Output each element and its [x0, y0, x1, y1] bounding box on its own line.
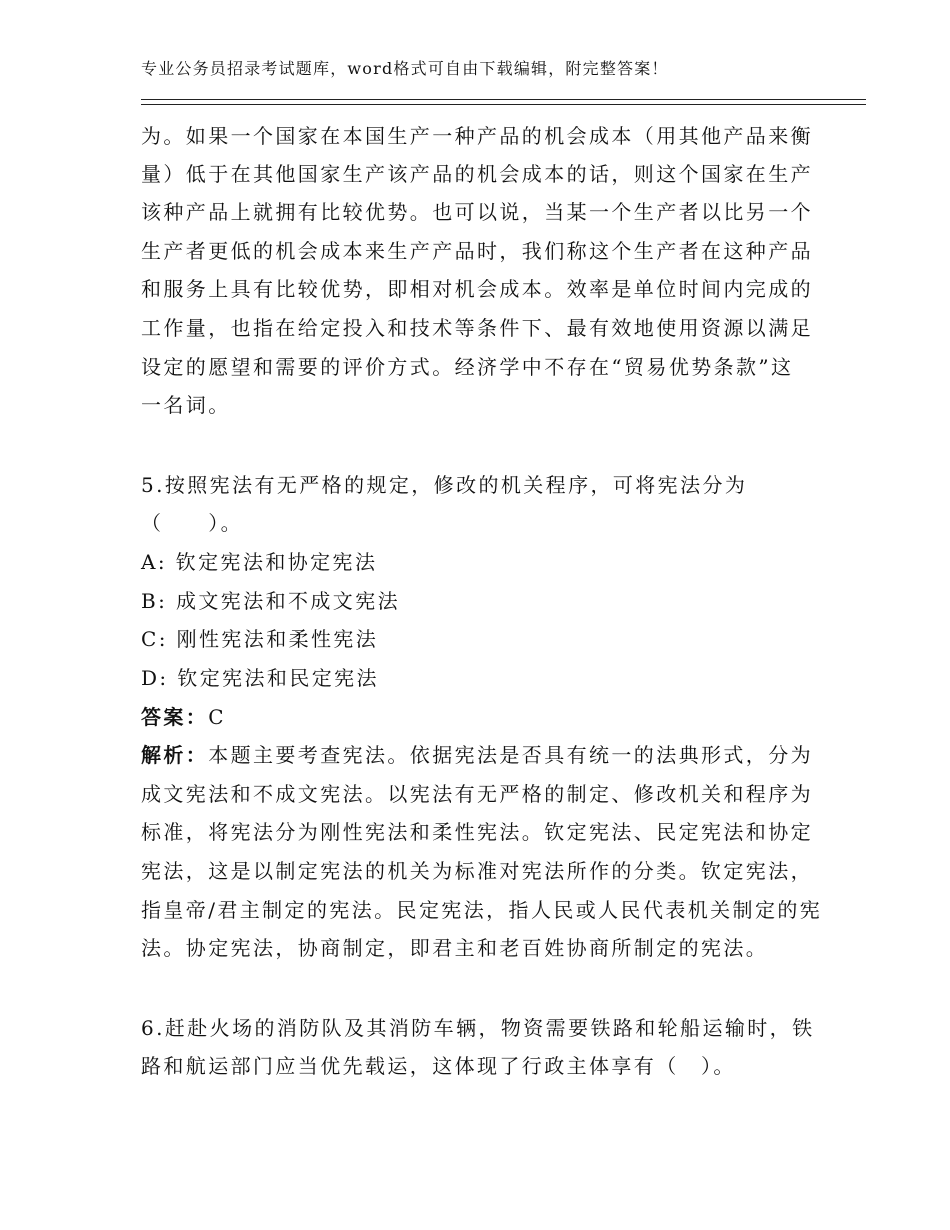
- analysis-text: 本题主要考查宪法。依据宪法是否具有统一的法典形式，分为: [208, 743, 814, 767]
- question-5-answer: [141, 704, 226, 730]
- question-5-option-c: C: 刚性宪法和柔性宪法: [141, 627, 379, 651]
- answer-label: 答案：: [141, 705, 209, 729]
- question-5-analysis-line: 成文宪法和不成文宪法。以宪法有无严格的制定、修改机关和程序为: [141, 782, 813, 806]
- question-6-stem: 路和航运部门应当优先载运，这体现了行政主体享有（ ）。: [141, 1054, 736, 1078]
- question-5-analysis-line: 标准，将宪法分为刚性宪法和柔性宪法。钦定宪法、民定宪法和协定: [141, 820, 813, 844]
- continuation-line: 量）低于在其他国家生产该产品的机会成本的话，则这个国家在生产: [141, 162, 813, 186]
- analysis-label: 解析：: [141, 743, 209, 767]
- answer-value: C: [208, 705, 226, 729]
- question-5-option-d: D: 钦定宪法和民定宪法: [141, 666, 379, 690]
- question-5-analysis-line: 法。协定宪法，协商制定，即君主和老百姓协商所制定的宪法。: [141, 936, 769, 960]
- question-5-stem: 5.按照宪法有无严格的规定，修改的机关程序，可将宪法分为: [141, 473, 748, 497]
- page-header: 专业公务员招录考试题库，word格式可自由下载编辑，附完整答案！: [141, 59, 669, 78]
- continuation-line: 设定的愿望和需要的评价方式。经济学中不存在“贸易优势条款”这: [141, 355, 794, 379]
- continuation-line: 工作量，也指在给定投入和技术等条件下、最有效地使用资源以满足: [141, 316, 813, 340]
- question-5-option-b: B: 成文宪法和不成文宪法: [141, 589, 400, 613]
- header-rule-bottom: [141, 104, 866, 105]
- question-5-analysis: [141, 742, 813, 768]
- question-5-option-a: A: 钦定宪法和协定宪法: [141, 550, 378, 574]
- question-5-analysis-line: 宪法，这是以制定宪法的机关为标准对宪法所作的分类。钦定宪法，: [141, 859, 813, 883]
- continuation-line: 和服务上具有比较优势，即相对机会成本。效率是单位时间内完成的: [141, 277, 813, 301]
- continuation-line: 为。如果一个国家在本国生产一种产品的机会成本（用其他产品来衡: [141, 124, 813, 148]
- continuation-line: 一名词。: [141, 393, 231, 417]
- question-5-stem: （ ）。: [141, 511, 243, 535]
- question-6-stem: 6.赶赴火场的消防队及其消防车辆，物资需要铁路和轮船运输时，铁: [141, 1016, 815, 1040]
- continuation-line: 生产者更低的机会成本来生产产品时，我们称这个生产者在这种产品: [141, 239, 813, 263]
- header-rule-top: [141, 99, 866, 100]
- continuation-line: 该种产品上就拥有比较优势。也可以说，当某一个生产者以比另一个: [141, 200, 813, 224]
- question-5-analysis-line: 指皇帝/君主制定的宪法。民定宪法，指人民或人民代表机关制定的宪: [141, 898, 823, 922]
